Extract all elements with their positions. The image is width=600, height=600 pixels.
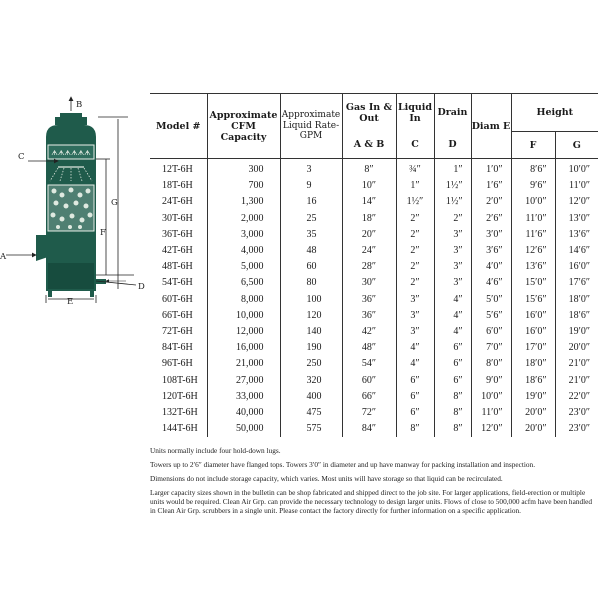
- cell-liquid: 2″: [396, 243, 434, 259]
- cell-gas: 72″: [342, 405, 396, 421]
- cell-gas: 36″: [342, 292, 396, 308]
- table-row: [150, 159, 598, 179]
- header-drain-sub: D: [434, 132, 471, 159]
- cell-liquid: 3″: [396, 324, 434, 340]
- note-dimensions: Dimensions do not include storage capacity, which varies. Most units will have storage so that liquid can be recirculated.: [150, 474, 503, 483]
- cell-drain: 6″: [434, 373, 471, 389]
- cell-liquid: 1″: [396, 178, 434, 194]
- cell-cfm: 10,000: [207, 308, 280, 324]
- cell-g: 13′6″: [555, 227, 598, 243]
- cell-gas: 10″: [342, 178, 396, 194]
- cell-model: 84T-6H: [162, 342, 193, 354]
- cell-f: 18′0″: [511, 356, 555, 372]
- cell-f: 16′0″: [511, 324, 555, 340]
- header-model: Model #: [150, 94, 207, 159]
- table-row: [150, 211, 598, 227]
- cell-cfm: 27,000: [207, 373, 280, 389]
- label-d: D: [138, 282, 145, 292]
- cell-gpm: 60: [280, 259, 342, 275]
- cell-model: 120T-6H: [162, 390, 198, 402]
- cell-gas: 60″: [342, 373, 396, 389]
- cell-gas: 20″: [342, 227, 396, 243]
- header-height-f: F: [511, 132, 555, 159]
- cell-gpm: 250: [280, 356, 342, 372]
- cell-cfm: 4,000: [207, 243, 280, 259]
- cell-gas: 24″: [342, 243, 396, 259]
- cell-gpm: 475: [280, 405, 342, 421]
- cell-liquid: 6″: [396, 389, 434, 405]
- header-gas: Gas In & Out: [342, 94, 396, 132]
- cell-diam: 1′0″: [471, 159, 511, 179]
- note-flanged-tops: Towers up to 2′6″ diameter have flanged tops. Towers 3′0″ in diameter and up have manway for packing installation and inspection.: [150, 460, 536, 469]
- label-f: F: [100, 228, 106, 238]
- cell-model: 144T-6H: [162, 423, 198, 435]
- cell-drain: 4″: [434, 324, 471, 340]
- cell-diam: 4′6″: [471, 275, 511, 291]
- cell-g: 18′0″: [555, 292, 598, 308]
- tower-body: [36, 113, 106, 297]
- cell-g: 22′0″: [555, 389, 598, 405]
- cell-cfm: 300: [207, 159, 280, 179]
- cell-liquid: 8″: [396, 421, 434, 437]
- cell-diam: 11′0″: [471, 405, 511, 421]
- cell-diam: 8′0″: [471, 356, 511, 372]
- table-row: [150, 243, 598, 259]
- cell-model: 60T-6H: [162, 293, 193, 305]
- cell-gpm: 120: [280, 308, 342, 324]
- cell-diam: 12′0″: [471, 421, 511, 437]
- cell-gpm: 575: [280, 421, 342, 437]
- cell-cfm: 16,000: [207, 340, 280, 356]
- cell-f: 20′0″: [511, 405, 555, 421]
- cell-liquid: 6″: [396, 405, 434, 421]
- table-row: [150, 405, 598, 421]
- table-row: [150, 178, 598, 194]
- cell-liquid: 4″: [396, 340, 434, 356]
- cell-model: 24T-6H: [162, 196, 193, 208]
- cell-drain: 6″: [434, 340, 471, 356]
- header-liquid-sub: C: [396, 132, 434, 159]
- cell-model: 96T-6H: [162, 358, 193, 370]
- cell-gas: 28″: [342, 259, 396, 275]
- cell-cfm: 700: [207, 178, 280, 194]
- cell-drain: 3″: [434, 259, 471, 275]
- cell-f: 18′6″: [511, 373, 555, 389]
- cell-gas: 84″: [342, 421, 396, 437]
- cell-gpm: 320: [280, 373, 342, 389]
- cell-gpm: 80: [280, 275, 342, 291]
- cell-model: 108T-6H: [162, 374, 198, 386]
- cell-gas: 30″: [342, 275, 396, 291]
- cell-model: 30T-6H: [162, 212, 193, 224]
- cell-gpm: 35: [280, 227, 342, 243]
- cell-cfm: 6,500: [207, 275, 280, 291]
- cell-f: 15′6″: [511, 292, 555, 308]
- cell-g: 17′6″: [555, 275, 598, 291]
- cell-g: 20′0″: [555, 340, 598, 356]
- cell-f: 20′0″: [511, 421, 555, 437]
- cell-g: 12′0″: [555, 194, 598, 210]
- cell-liquid: 3″: [396, 308, 434, 324]
- cell-liquid: 6″: [396, 373, 434, 389]
- cell-drain: 3″: [434, 227, 471, 243]
- cell-f: 16′0″: [511, 308, 555, 324]
- cell-gas: 54″: [342, 356, 396, 372]
- cell-g: 18′6″: [555, 308, 598, 324]
- cell-f: 11′0″: [511, 211, 555, 227]
- cell-diam: 5′6″: [471, 308, 511, 324]
- table-row: [150, 421, 598, 437]
- cell-drain: 4″: [434, 292, 471, 308]
- cell-liquid: 1½″: [396, 194, 434, 210]
- cell-liquid: 2″: [396, 275, 434, 291]
- cell-gpm: 190: [280, 340, 342, 356]
- cell-f: 12′6″: [511, 243, 555, 259]
- label-c: C: [18, 152, 25, 162]
- cell-model: 54T-6H: [162, 277, 193, 289]
- header-drain: Drain: [434, 94, 471, 132]
- label-g: G: [111, 198, 118, 208]
- cell-gpm: 3: [280, 159, 342, 179]
- cell-f: 15′0″: [511, 275, 555, 291]
- cell-drain: 1½″: [434, 178, 471, 194]
- cell-cfm: 3,000: [207, 227, 280, 243]
- cell-model: 18T-6H: [162, 180, 193, 192]
- cell-drain: 2″: [434, 211, 471, 227]
- cell-drain: 1½″: [434, 194, 471, 210]
- cell-liquid: 4″: [396, 356, 434, 372]
- cell-g: 23′0″: [555, 405, 598, 421]
- cell-diam: 10′0″: [471, 389, 511, 405]
- footnotes: [150, 446, 598, 520]
- header-height-g: G: [555, 132, 598, 159]
- cell-model: 72T-6H: [162, 326, 193, 338]
- cell-drain: 8″: [434, 389, 471, 405]
- label-a: A: [0, 252, 7, 262]
- header-cfm: Approximate CFM Capacity: [207, 94, 280, 159]
- cell-f: 11′6″: [511, 227, 555, 243]
- cell-drain: 8″: [434, 421, 471, 437]
- cell-f: 8′6″: [511, 159, 555, 179]
- cell-g: 19′0″: [555, 324, 598, 340]
- cell-diam: 7′0″: [471, 340, 511, 356]
- cell-diam: 9′0″: [471, 373, 511, 389]
- header-diam: Diam E: [471, 94, 511, 159]
- cell-gas: 42″: [342, 324, 396, 340]
- cell-f: 13′6″: [511, 259, 555, 275]
- cell-diam: 5′0″: [471, 292, 511, 308]
- table-row: [150, 275, 598, 291]
- table-row: [150, 389, 598, 405]
- header-liquid: Liquid In: [396, 94, 434, 132]
- cell-cfm: 5,000: [207, 259, 280, 275]
- cell-diam: 3′0″: [471, 227, 511, 243]
- cell-drain: 3″: [434, 243, 471, 259]
- header-gas-sub: A & B: [342, 132, 396, 159]
- header-gpm: Approximate Liquid Rate-GPM: [280, 94, 342, 159]
- cell-model: 66T-6H: [162, 309, 193, 321]
- cell-model: 132T-6H: [162, 407, 198, 419]
- cell-g: 11′0″: [555, 178, 598, 194]
- cell-g: 14′6″: [555, 243, 598, 259]
- cell-diam: 1′6″: [471, 178, 511, 194]
- cell-model: 36T-6H: [162, 228, 193, 240]
- cell-g: 21′0″: [555, 356, 598, 372]
- table-row: [150, 194, 598, 210]
- table-row: [150, 373, 598, 389]
- scrubber-tower-diagram: [0, 85, 150, 325]
- cell-g: 16′0″: [555, 259, 598, 275]
- cell-cfm: 40,000: [207, 405, 280, 421]
- table-row: [150, 324, 598, 340]
- cell-liquid: 2″: [396, 211, 434, 227]
- cell-drain: 6″: [434, 356, 471, 372]
- cell-g: 21′0″: [555, 373, 598, 389]
- cell-f: 10′0″: [511, 194, 555, 210]
- cell-model: 48T-6H: [162, 261, 193, 273]
- table-row: [150, 308, 598, 324]
- cell-f: 19′0″: [511, 389, 555, 405]
- cell-liquid: 3″: [396, 292, 434, 308]
- cell-cfm: 1,300: [207, 194, 280, 210]
- cell-g: 13′0″: [555, 211, 598, 227]
- cell-gpm: 400: [280, 389, 342, 405]
- cell-diam: 2′6″: [471, 211, 511, 227]
- cell-diam: 4′0″: [471, 259, 511, 275]
- table-row: [150, 356, 598, 372]
- label-e: E: [67, 297, 74, 307]
- cell-liquid: 2″: [396, 259, 434, 275]
- cell-model: 42T-6H: [162, 245, 193, 257]
- cell-diam: 2′0″: [471, 194, 511, 210]
- svg-text:ᗗᗗᗗᗗᗗᗗ: ᗗᗗᗗᗗᗗᗗ: [51, 149, 91, 157]
- cell-gpm: 100: [280, 292, 342, 308]
- cell-drain: 4″: [434, 308, 471, 324]
- table-row: [150, 259, 598, 275]
- cell-diam: 6′0″: [471, 324, 511, 340]
- cell-cfm: 21,000: [207, 356, 280, 372]
- cell-gpm: 9: [280, 178, 342, 194]
- header-height: Height: [511, 94, 598, 132]
- cell-gpm: 48: [280, 243, 342, 259]
- cell-drain: 1″: [434, 159, 471, 179]
- cell-gas: 8″: [342, 159, 396, 179]
- cell-drain: 3″: [434, 275, 471, 291]
- cell-diam: 3′6″: [471, 243, 511, 259]
- cell-gas: 66″: [342, 389, 396, 405]
- table-row: [150, 340, 598, 356]
- table-body: [150, 159, 598, 438]
- cell-gpm: 140: [280, 324, 342, 340]
- cell-f: 17′0″: [511, 340, 555, 356]
- table-row: [150, 292, 598, 308]
- cell-liquid: ¾″: [396, 159, 434, 179]
- cell-f: 9′6″: [511, 178, 555, 194]
- cell-model: 12T-6H: [162, 164, 193, 175]
- tower-spec-table: [150, 93, 598, 437]
- cell-cfm: 8,000: [207, 292, 280, 308]
- cell-gas: 18″: [342, 211, 396, 227]
- cell-cfm: 2,000: [207, 211, 280, 227]
- cell-gas: 14″: [342, 194, 396, 210]
- cell-cfm: 50,000: [207, 421, 280, 437]
- note-larger-capacity: Larger capacity sizes shown in the bulletin can be shop fabricated and shipped direct to the job site. For larger applications, field-erection or multiple units would be required. Clean Air Grp. can provide the necessary technology to design larger units. Flows of close to 500,000 acfm have been handled in Clean Air Grp. scrubbers in a single unit. Please contact the factory directly for further information on a specific application.: [150, 488, 593, 515]
- cell-cfm: 12,000: [207, 324, 280, 340]
- note-lugs: Units normally include four hold-down lugs.: [150, 446, 281, 455]
- cell-gpm: 25: [280, 211, 342, 227]
- cell-gas: 48″: [342, 340, 396, 356]
- cell-cfm: 33,000: [207, 389, 280, 405]
- cell-liquid: 2″: [396, 227, 434, 243]
- cell-g: 10′0″: [555, 159, 598, 179]
- table-row: [150, 227, 598, 243]
- cell-gas: 36″: [342, 308, 396, 324]
- label-b: B: [76, 100, 83, 110]
- cell-drain: 8″: [434, 405, 471, 421]
- cell-g: 23′0″: [555, 421, 598, 437]
- cell-gpm: 16: [280, 194, 342, 210]
